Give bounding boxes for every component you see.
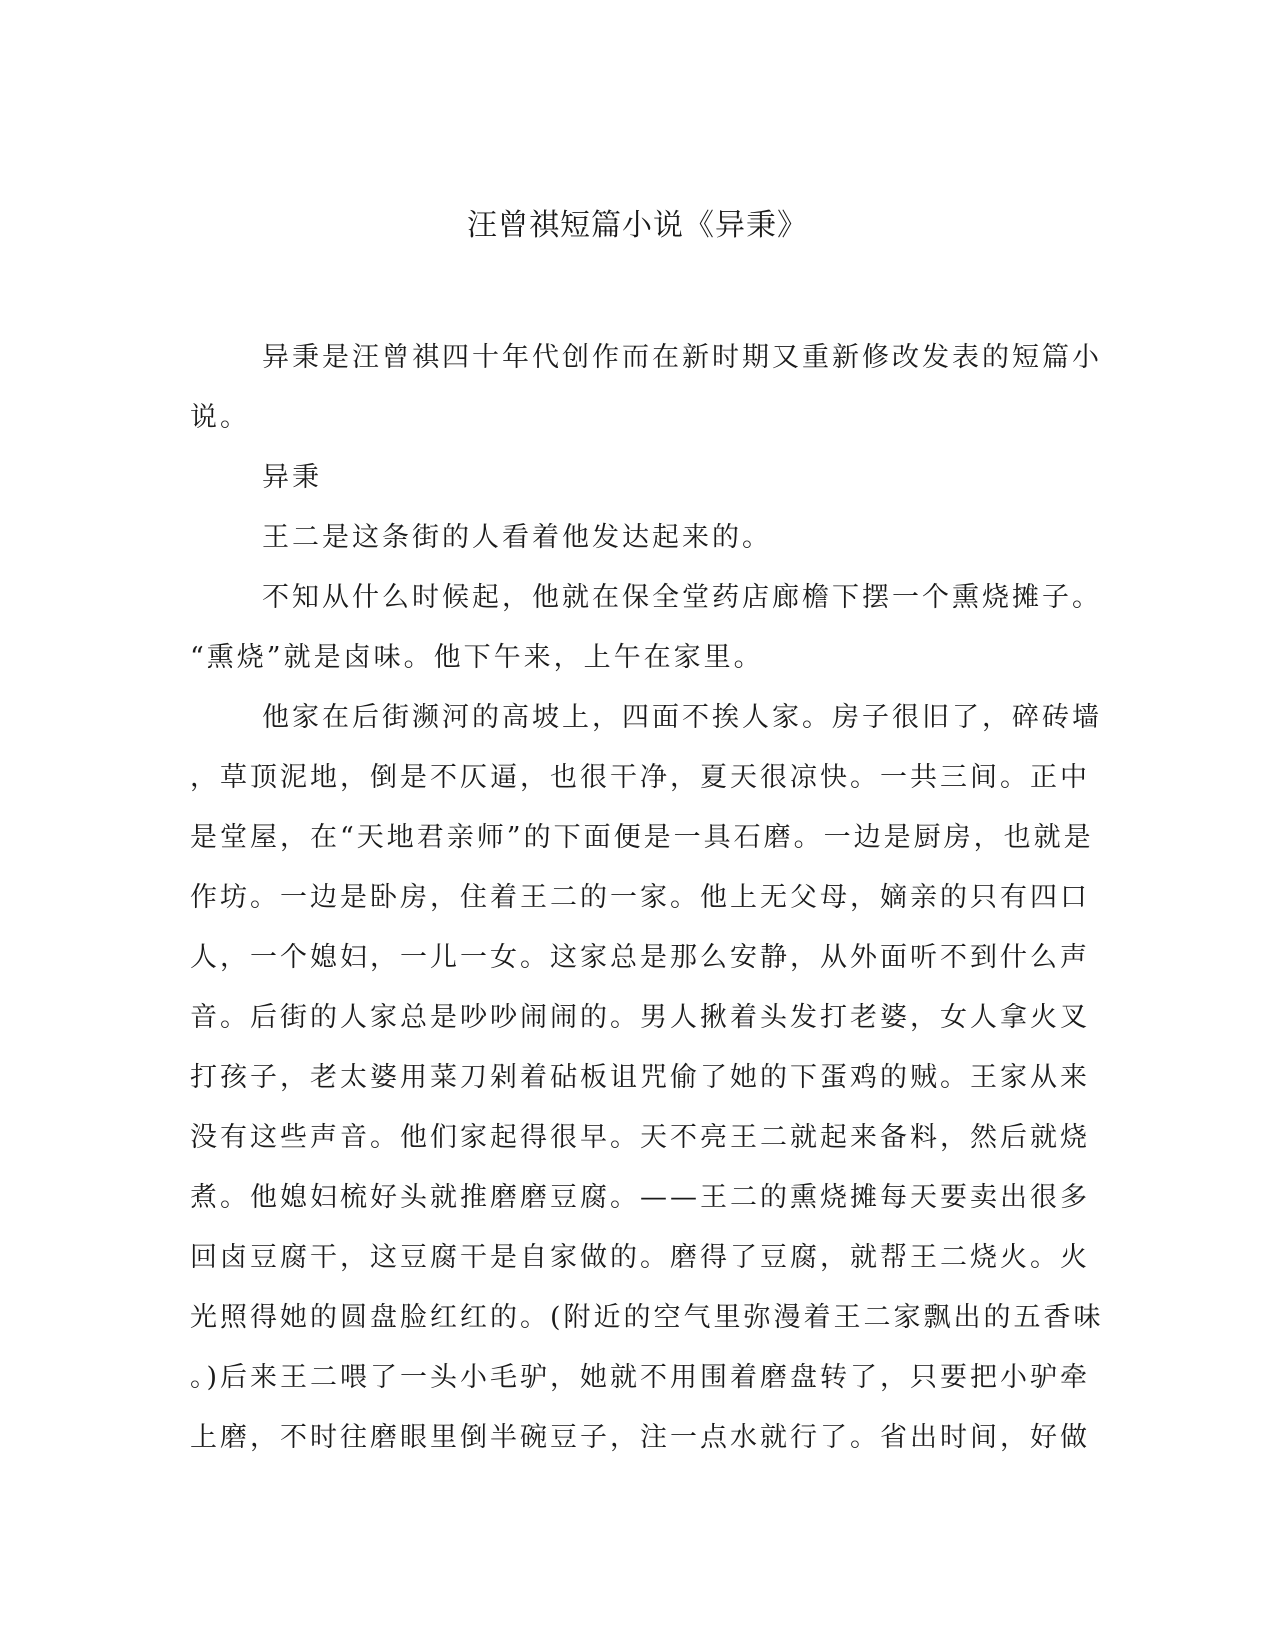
text-line: 说。 <box>190 402 250 433</box>
text-line: 煮。他媳妇梳好头就推磨磨豆腐。——王二的熏烧摊每天要卖出很多 <box>190 1182 1090 1213</box>
text-line: 作坊。一边是卧房，住着王二的一家。他上无父母，嫡亲的只有四口 <box>190 882 1090 913</box>
text-line: 音。后街的人家总是吵吵闹闹的。男人揪着头发打老婆，女人拿火叉 <box>190 1002 1090 1033</box>
document-title: 汪曾祺短篇小说《异秉》 <box>467 208 808 243</box>
text-line: “熏烧”就是卤味。他下午来，上午在家里。 <box>190 642 764 673</box>
text-line: 光照得她的圆盘脸红红的。(附近的空气里弥漫着王二家飘出的五香味 <box>190 1302 1104 1333</box>
text-line: 王二是这条街的人看着他发达起来的。 <box>262 522 772 553</box>
text-line: 他家在后街濒河的高坡上，四面不挨人家。房子很旧了，碎砖墙 <box>262 702 1102 733</box>
text-line: ，草顶泥地，倒是不仄逼，也很干净，夏天很凉快。一共三间。正中 <box>190 762 1090 793</box>
text-line: 异秉 <box>262 462 322 493</box>
text-line: 是堂屋，在“天地君亲师”的下面便是一具石磨。一边是厨房，也就是 <box>190 822 1094 853</box>
text-line: 回卤豆腐干，这豆腐干是自家做的。磨得了豆腐，就帮王二烧火。火 <box>190 1242 1090 1273</box>
text-line: 人，一个媳妇，一儿一女。这家总是那么安静，从外面听不到什么声 <box>190 942 1090 973</box>
text-line: 。)后来王二喂了一头小毛驴，她就不用围着磨盘转了，只要把小驴牵 <box>190 1362 1091 1393</box>
text-line: 不知从什么时候起，他就在保全堂药店廊檐下摆一个熏烧摊子。 <box>262 582 1102 613</box>
text-line: 上磨，不时往磨眼里倒半碗豆子，注一点水就行了。省出时间，好做 <box>190 1422 1090 1453</box>
text-line: 异秉是汪曾祺四十年代创作而在新时期又重新修改发表的短篇小 <box>262 342 1102 373</box>
text-line: 打孩子，老太婆用菜刀剁着砧板诅咒偷了她的下蛋鸡的贼。王家从来 <box>190 1062 1090 1093</box>
document-body <box>190 328 1104 1468</box>
text-line: 没有这些声音。他们家起得很早。天不亮王二就起来备料，然后就烧 <box>190 1122 1090 1153</box>
